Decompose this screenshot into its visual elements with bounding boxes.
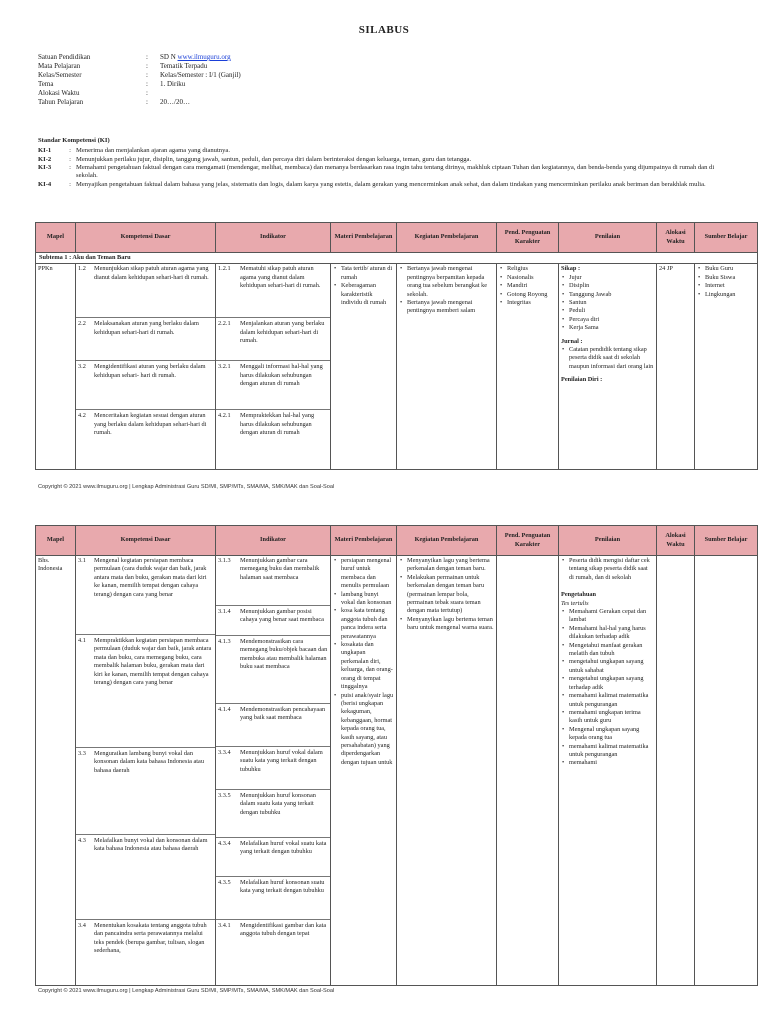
list-item: • mengetahui ungkapan sayang untuk sahabat — [561, 658, 654, 675]
copyright-footer: Copyright © 2021 www.ilmuguru.org | Lengkap Administrasi Guru SD/MI, SMP/MTs, SMA/MA, SMK/MAK dan Soal-Soal — [38, 484, 335, 490]
syllabus-table-1 — [35, 222, 758, 470]
school-website-link[interactable]: www.ilmuguru.org — [177, 53, 231, 61]
table-row — [36, 556, 758, 986]
meta-row: Alokasi Waktu : — [38, 89, 148, 97]
core-competencies — [38, 137, 734, 189]
col-mapel: Mapel — [36, 526, 76, 556]
list-item: • Bertanya jawab mengenai pentingnya berpamitan kepada orang tua sebelum berangkat ke sekolah. — [399, 265, 494, 299]
list-item: • Percaya diri — [561, 316, 654, 324]
col-kegiatan: Kegiatan Pembelajaran — [397, 526, 497, 556]
ki-heading: Standar Kompetensi (KI) — [38, 137, 110, 144]
col-alokasi: Alokasi Waktu — [657, 223, 695, 253]
list-item: • Peduli — [561, 307, 654, 315]
list-item: • Catatan pendidik tentang sikap peserta didik saat di sekolah maupun informasi dari orang lain — [561, 346, 654, 371]
penilaian-cell — [559, 556, 657, 986]
list-item: • Memahami hal-hal yang harus dilakukan terhadap adik — [561, 625, 654, 642]
list-item: • persiapan mengenal huruf untuk membaca dan menulis permulaan — [333, 557, 394, 591]
indikator-cell: 3.1.3 Menunjukkan gambar cara memegang buku dan membalik halaman saat membaca 3.1.4 Menunjukkan gambar posisi cahaya yang benar saat membaca 4.1.3 Mendemonstrasikan cara memegang buku/objek bacaan dan membuka atau membalik halaman buku saat membaca 4.1.4 Mendemonstrasikan pencahayaan yang baik saat membaca 3.3.4 Menunjukkan huruf vokal dalam suatu kata yang terkait dengan tubuhku 3.3.5 Menunjukkan huruf konsonan dalam suatu kata yang terkait dengan tubuhku 4.3.4 Melafalkan huruf vokal suatu kata yang terkait dengan tubuhku 4.3.5 Melafalkan huruf konsonan suatu kata yang terkait dengan tubuhku 3.4.1 Mengidentifikasi gambar dan kata anggota tubuh dengan tepat — [216, 556, 331, 986]
list-item: • Mengetahui manfaat gerakan melatih dan tubuh — [561, 642, 654, 659]
page-title: SILABUS — [358, 24, 410, 36]
ki-item: KI-4 : Menyajikan pengetahuan faktual dalam bahasa yang jelas, sistematis dan logis, dalam karya yang estetis, dalam gerakan yang mencerminkan anak sehat, dan dalam tindakan yang mencerminkan perilaku anak beriman dan berakhlak mulia. — [38, 180, 706, 188]
col-sumber: Sumber Belajar — [695, 526, 758, 556]
list-item: • Buku Guru — [697, 265, 755, 273]
list-item: • Internet — [697, 282, 755, 290]
table-header-row — [36, 526, 758, 556]
sikap-heading: Sikap : — [561, 265, 581, 273]
list-item: • Keberagaman karakteristik individu di rumah — [333, 282, 394, 307]
list-item: • Integritas — [499, 299, 556, 307]
subtema-row — [36, 253, 758, 264]
col-alokasi: Alokasi Waktu — [657, 526, 695, 556]
list-item: • Peserta didik mengisi daftar cek tentang sikap peserta didik saat di rumah, dan di sekolah — [561, 557, 654, 582]
materi-cell — [331, 264, 397, 470]
copyright-footer: Copyright © 2021 www.ilmuguru.org | Lengkap Administrasi Guru SD/MI, SMP/MTs, SMA/MA, SMK/MAK dan Soal-Soal — [38, 988, 335, 994]
list-item: • Tanggung Jawab — [561, 291, 654, 299]
col-materi: Materi Pembelajaran — [331, 223, 397, 253]
list-item: • Mandiri — [499, 282, 556, 290]
penilaian-cell — [559, 264, 657, 470]
list-item: • Buku Siswa — [697, 274, 755, 282]
list-item: • Disiplin — [561, 282, 654, 290]
list-item: • mengetahui ungkapan sayang terhadap adik — [561, 675, 654, 692]
col-penilaian: Penilaian — [559, 526, 657, 556]
list-item: • puisi anak/syair lagu (berisi ungkapan kekaguman, kebanggaan, hormat kepada orang tua, kasih sayang, atau persahabatan) yang diperdengarkan dengan tujuan untuk — [333, 692, 394, 768]
sumber-cell — [695, 264, 758, 470]
list-item: • Gotong Royong — [499, 291, 556, 299]
list-item: • Santun — [561, 299, 654, 307]
penilaian-diri-heading: Penilaian Diri : — [561, 376, 603, 384]
col-kd: Kompetensi Dasar — [76, 526, 216, 556]
syllabus-table-2 — [35, 525, 758, 986]
kegiatan-cell — [397, 264, 497, 470]
karakter-cell — [497, 264, 559, 470]
list-item: • Menyanyikan lagu bertema teman baru untuk mengenal warna suara. — [399, 616, 494, 633]
ki-item: KI-1 : Menerima dan menjalankan ajaran agama yang dianutnya. — [38, 147, 230, 155]
list-item: • lambang bunyi vokal dan konsonan — [333, 591, 394, 608]
kegiatan-cell — [397, 556, 497, 986]
meta-row: Satuan Pendidikan : SD N www.ilmuguru.org — [38, 53, 231, 61]
meta-row: Tema : 1. Diriku — [38, 80, 186, 88]
col-kegiatan: Kegiatan Pembelajaran — [397, 223, 497, 253]
list-item: • kosakata dan ungkapan perkenalan diri, keluarga, dan orang-orang di tempat tinggalnya — [333, 641, 394, 691]
alokasi-cell: 24 JP — [657, 264, 695, 470]
col-karakter: Pend. Penguatan Karakter — [497, 526, 559, 556]
kd-cell: 1.2 Menunjukkan sikap patuh aturan agama yang dianut dalam kehidupan sehari-hari di rumah. 2.2 Melaksanakan aturan yang berlaku dalam kehidupan sehari-hari di rumah. 3.2 Mengidentifikasi aturan yang berlaku dalam kehidupan sehari- hari di rumah. 4.2 Menceritakan kegiatan sesuai dengan aturan yang berlaku dalam kehidupan sehari-hari di rumah. — [76, 264, 216, 470]
list-item: • Mengenal ungkapan sayang kepada orang tua — [561, 726, 654, 743]
list-item: • memahami — [561, 759, 654, 767]
list-item: • Memahami Gerakan cepat dan lambat — [561, 608, 654, 625]
karakter-cell — [497, 556, 559, 986]
list-item: • Tata tertib/ aturan di rumah — [333, 265, 394, 282]
col-materi: Materi Pembelajaran — [331, 526, 397, 556]
subtema-label: Subtema 1 : Aku dan Teman Baru — [36, 253, 758, 264]
col-penilaian: Penilaian — [559, 223, 657, 253]
list-item: • memahami kalimat matematika untuk pengurangan — [561, 692, 654, 709]
list-item: • memahami kalimat matematika untuk pengurangan — [561, 743, 654, 760]
materi-cell — [331, 556, 397, 986]
list-item: • Melakukan permainan untuk berkenalan dengan teman baru (permainan lempar bola, permainan tebak suara teman dengan mata tertutup) — [399, 574, 494, 616]
list-item: • kosa kata tentang anggota tubuh dan panca indera serta perawatannya — [333, 607, 394, 641]
table-header-row — [36, 223, 758, 253]
list-item: • Bertanya jawab mengenai pentingnya memberi salam — [399, 299, 494, 316]
mapel-cell: PPKn — [36, 264, 76, 470]
list-item: • Kerja Sama — [561, 324, 654, 332]
list-item: • Lingkungan — [697, 291, 755, 299]
col-karakter: Pend. Penguatan Karakter — [497, 223, 559, 253]
ki-item: KI-2 : Menunjukkan perilaku jujur, disiplin, tanggung jawab, santun, peduli, dan percaya diri dalam berinteraksi dengan keluarga, teman, guru dan tetangga. — [38, 155, 472, 163]
meta-row: Tahun Pelajaran : 20…/20… — [38, 98, 190, 106]
alokasi-cell — [657, 556, 695, 986]
pengetahuan-heading: Pengetahuan — [561, 591, 596, 599]
table-row — [36, 264, 758, 470]
list-item: • memahami ungkapan terima kasih untuk guru — [561, 709, 654, 726]
sumber-cell — [695, 556, 758, 986]
list-item: • Menyanyikan lagu yang bertema perkenalan dengan teman baru. — [399, 557, 494, 574]
col-mapel: Mapel — [36, 223, 76, 253]
mapel-cell: Bhs. Indonesia — [36, 556, 76, 986]
col-sumber: Sumber Belajar — [695, 223, 758, 253]
jurnal-heading: Jurnal : — [561, 337, 583, 345]
identity-block — [38, 53, 738, 107]
meta-row: Mata Pelajaran : Tematik Terpadu — [38, 62, 208, 70]
tes-tertulis-heading: Tes tertulis — [561, 599, 589, 607]
indikator-cell: 1.2.1 Mematuhi sikap patuh aturan agama yang dianut dalam kehidupan sehari-hari di rumah. 2.2.1 Menjalankan aturan yang berlaku dalam kehidupan sehari-hari di rumah. 3.2.1 Menggali informasi hal-hal yang harus dilakukan sehubungan dengan aturan di rumah 4.2.1 Mempraktekkan hal-hal yang harus dilakukan sehubungan dengan aturan di rumah — [216, 264, 331, 470]
col-kd: Kompetensi Dasar — [76, 223, 216, 253]
ki-item: KI-3 : Memahami pengetahuan faktual dengan cara mengamati (mendengar, melihat, membaca) dan menanya berdasarkan rasa ingin tahu tentang dirinya, makhluk ciptaan Tuhan dan kegiatannya, dan benda-benda yang dijumpainya di rumah dan di sekolah. — [38, 164, 715, 180]
kd-cell: 3.1 Mengenal kegiatan persiapan membaca permulaan (cara duduk wajar dan baik, jarak antara mata dan buku, gerakan mata dari kiri ke kanan, memilih tempat dengan cahaya terang) dengan cara yang benar 4.1 Mempraktikkan kegiatan persiapan membaca permulaan (duduk wajar dan baik, jarak antara mata dan buku, cara memegang buku, cara membalik halaman buku, gerakan mata dari kiri ke kanan, memilih tempat dengan cahaya terang) dengan cara yang benar 3.3 Menguraikan lambang bunyi vokal dan konsonan dalam kata bahasa Indonesia atau bahasa daerah 4.3 Melafalkan bunyi vokal dan konsonan dalam kata bahasa Indonesia atau bahasa daerah 3.4 Menentukan kosakata tentang anggota tubuh dan pancaindra serta perawatannya melalui teks pendek (berupa gambar, tulisan, slogan sederhana, — [76, 556, 216, 986]
list-item: • Nasionalis — [499, 274, 556, 282]
col-indikator: Indikator — [216, 526, 331, 556]
list-item: • Jujur — [561, 274, 654, 282]
col-indikator: Indikator — [216, 223, 331, 253]
meta-row: Kelas/Semester : Kelas/Semester : I/1 (Ganjil) — [38, 71, 241, 79]
list-item: • Religius — [499, 265, 556, 273]
